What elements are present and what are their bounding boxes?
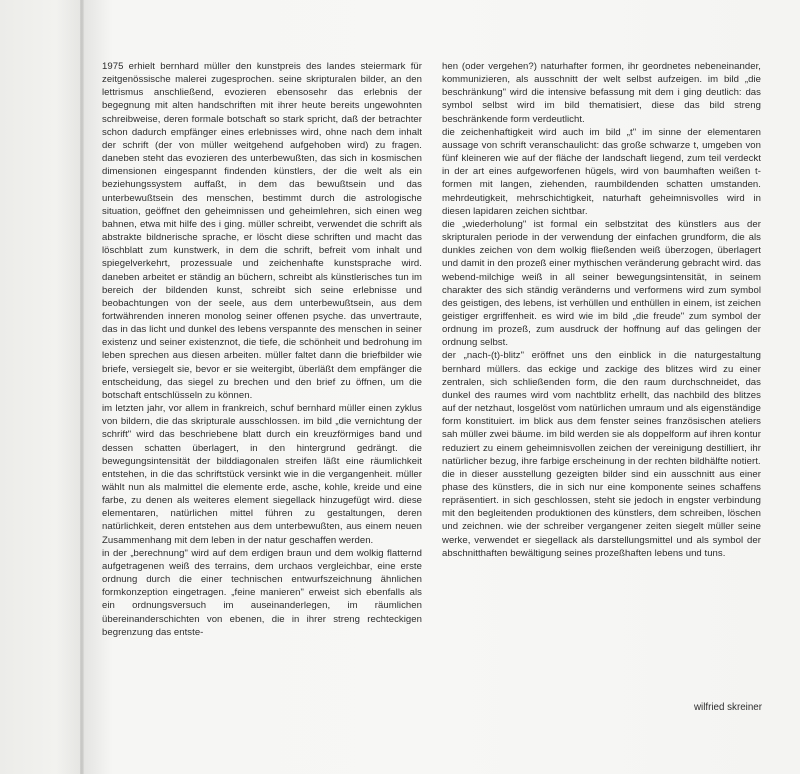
left-page-edge xyxy=(0,0,80,774)
paragraph: in der „berechnung" wird auf dem erdigen braun und dem wolkig flatternd aufgetragenen weiß des terrains, dem urchaos vergleichbar, eine erste ordnung durch die einer technischen entwurfszeichnung ähnlichen formkonzeption eingetragen. „feine manieren" erweist sich ebenfalls als ein ordnungsversuch im auseinanderlegen, im räumlichen übereinanderschichten von ebenen, die in ihrer streng rechteckigen begrenzung das entste- xyxy=(102,547,422,638)
paragraph: die zeichenhaftigkeit wird auch im bild „t" im sinne der elementaren aussage von schrift veranschaulicht: das große schwarze t, umgeben von fünf kleineren wie auf der fläche der landschaft liegend, zum teil verdeckt in der art eines aufgeworfenen hügels, wird von baumhaften weißen t-formen mit langen, ziehenden, raumbildenden schatten umstanden. mehrdeutigkeit, mehrschichtigkeit, naturhaft geheimnisvolles wird in diesen lapidaren zeichen sichtbar. xyxy=(442,126,761,217)
text-column-right xyxy=(442,60,761,560)
text-column-left xyxy=(102,60,422,639)
paragraph: die „wiederholung" ist formal ein selbstzitat des künstlers aus der skripturalen periode in der verwendung der einfachen grundform, die als dunkles zeichen von dem wolkig fließenden weiß überzogen, überlagert und damit in den prozeß einer mythischen veränderung gebracht wird. das webend-milchige weiß in all seiner bewegungsintensität, in seinem charakter des sich ständig veränderns und verformens wird zum symbol des geistigen, des lebens, ist verhüllen und enthüllen in einem, ist zeichen geistiger ergriffenheit. es wird wie im bild „die freude" zum symbol der ordnung im prozeß, zum ausdruck der hoffnung auf das gelingen der ordnung selbst. xyxy=(442,218,761,349)
paragraph: 1975 erhielt bernhard müller den kunstpreis des landes steiermark für zeitgenössische malerei zugesprochen. seine skripturalen bilder, an den lettrismus anschließend, evozieren ebensosehr das erlebnis der begegnung mit alten handschriften mit ihrer heute bereits ungewohnten schreibweise, deren formale botschaft so stark spricht, daß der betrachter schon dadurch empfänger eines erlebnisses wird, ohne nach dem inhalt der schrift (der von müller weitgehend aufgehoben wird) zu fragen. daneben steht das evozieren des unterbewußten, das sich in kosmischen dimensionen eingespannt findenden künstlers, der die welt als ein beziehungssystem auffaßt, in dem das bewußtsein und das unterbewußtsein des menschen, bestimmt durch die astrologische situation, geöffnet den geheimnissen und geheimlehren, sich einen weg bahnen, etwa mit hilfe des i ging. müller schreibt, verwendet die schrift als abstrakte bildnerische sprache, er löscht diese schriften und macht das löschblatt zum kunstwerk, in dem die schrift, befreit vom inhalt und spiegelverkehrt, prozessuale und zeichenhafte kunstsprache wird. daneben arbeitet er ständig an büchern, schreibt als künstlerisches tun im bereich der bildenden kunst, schreibt sich seine erlebnisse und beobachtungen von der seele, aus dem unterbewußtsein, aus dem fortwährenden inneren monolog seiner offenen psyche. das unvertraute, das in das licht und dunkel des lebens verspannte des menschen in seiner existenz und seiner existenznot, die tiefe, die schönheit und bedrohung im leben sprechen aus diesen arbeiten. müller faltet dann die briefbilder wie briefe, versiegelt sie, bevor er sie weitergibt, überläßt dem empfänger die entscheidung, das siegel zu brechen und den brief zu öffnen, um die botschaft entschlüsseln zu können. xyxy=(102,61,422,401)
author-signature: wilfried skreiner xyxy=(693,702,762,713)
paragraph: die in dieser ausstellung gezeigten bilder sind ein ausschnitt aus einer phase des künstlers, die in sich nur eine komponente seines schaffens repräsentiert. in sich geschlossen, steht sie jedoch in engster verbindung mit den begleitenden produktionen des künstlers, dem schreiben, löschen und zeichnen. wie der schreiber vergangener zeiten siegelt müller seine werke, verwendet er siegellack als darstellungsmittel und als symbol der abschnitthaften bewältigung seines prozeßhaften lebens und tuns. xyxy=(442,468,761,559)
paragraph: der „nach-(t)-blitz" eröffnet uns den einblick in die naturgestaltung bernhard müllers. das eckige und zackige des blitzes wird zu einer zentralen, sich schließenden form, die den raum durchschneidet, das dunkel des raumes wird vom nachtblitz erhellt, das nachbild des blitzes auf der netzhaut, losgelöst vom natürlichen umraum und als eigenständige form konstituiert. im blick aus dem fenster seines französischen ateliers sah müller zwei bäume. im bild werden sie als doppelform auf ihren kontur reduziert zu einem geheimnisvollen zeichen der vereinigung destilliert, ihr natürlicher bezug, ihre farbige erscheinung in der rechten bildhälfte notiert. xyxy=(442,350,761,467)
paragraph: im letzten jahr, vor allem in frankreich, schuf bernhard müller einen zyklus von bildern, die das skripturale ausschlossen. im bild „die vernichtung der schrift" wird das beschriebene blatt durch ein kreuzförmiges band und dessen schatten überlagert, in den hintergrund gedrängt. die bewegungsintensität der bilddiagonalen streifen läßt eine räumlichkeit entstehen, in die das schriftstück versinkt wie in die vergangenheit. müller wählt nun als malmittel die elemente erde, asche, kohle, kreide und eine farbe, zu denen als weiteres element siegellack hinzugefügt wird. diese elementaren, natürlichen mittel führen zu gestaltungen, deren natürlichkeit, deren entstehen aus dem unterbewußten, aus einem neuen Zusammenhang mit dem leben in der natur geschaffen werden. xyxy=(102,403,422,546)
paragraph: hen (oder vergehen?) naturhafter formen, ihr geordnetes nebeneinander, kommunizieren, als ausschnitt der welt selbst aufzeigen. im bild „die beschränkung" wird die intensive befassung mit dem i ging deutlich: das symbol selbst wird im bild thematisiert, diese das bild streng beschränkende form verdeutlicht. xyxy=(442,61,761,125)
